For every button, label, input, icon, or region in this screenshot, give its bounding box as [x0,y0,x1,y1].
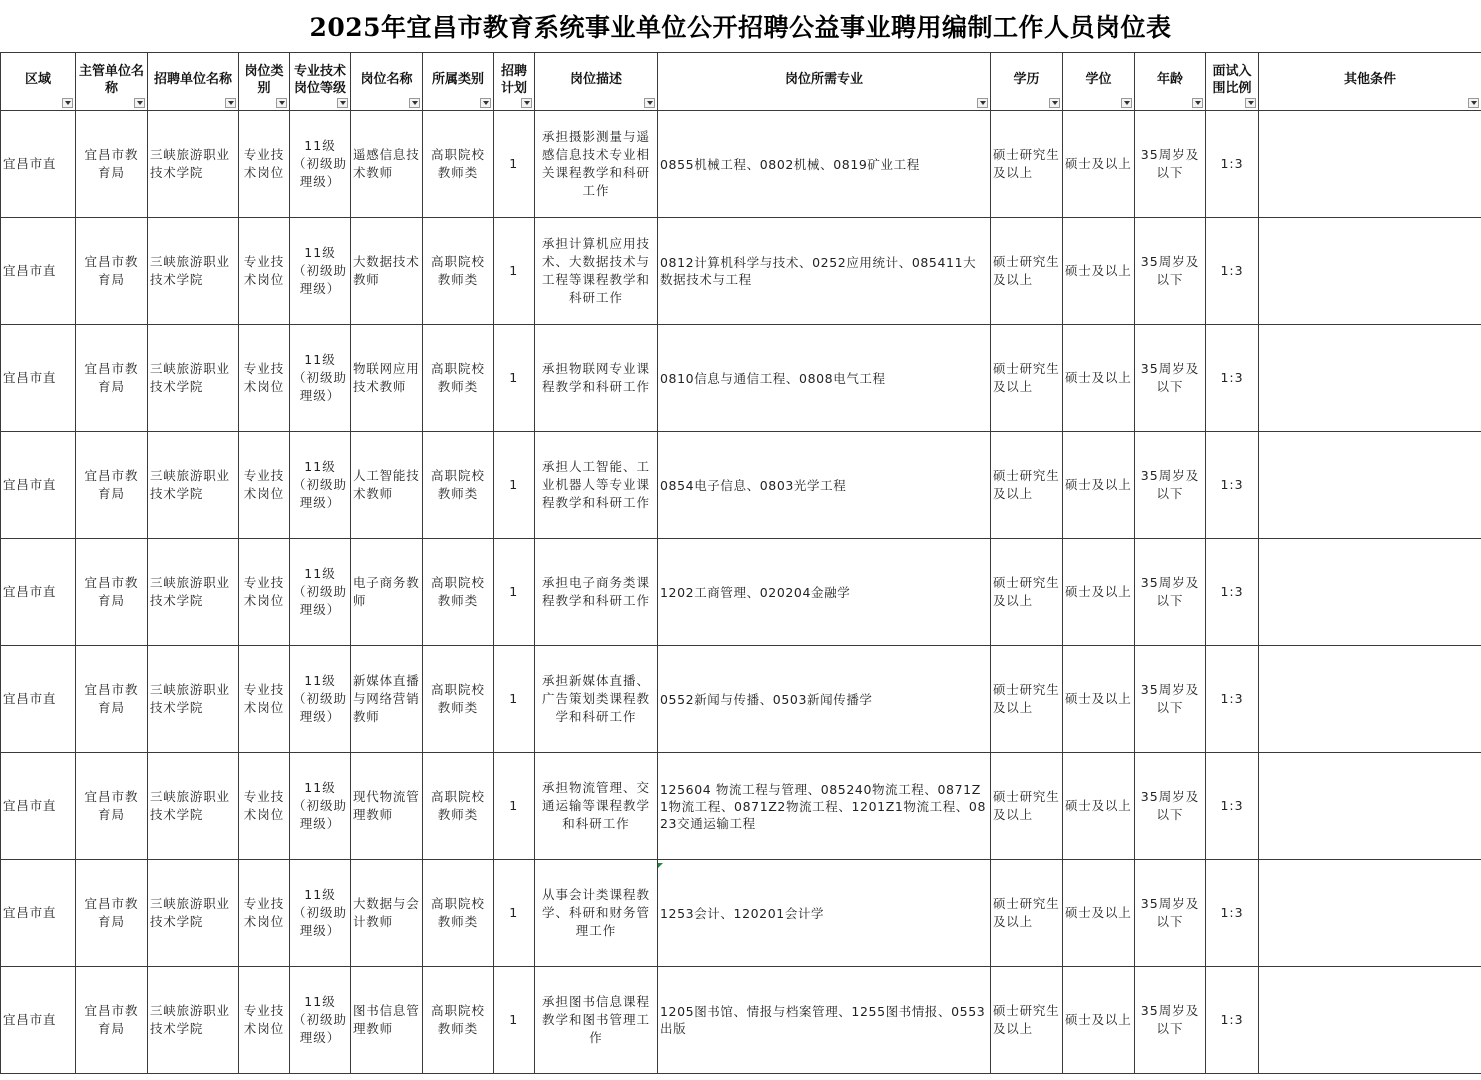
cell-post-type[interactable]: 高职院校教师类 [423,967,494,1074]
cell-hiring-unit[interactable]: 三峡旅游职业技术学院 [148,111,239,218]
cell-education[interactable]: 硕士研究生及以上 [991,967,1063,1074]
cell-required-major[interactable]: 0855机械工程、0802机械、0819矿业工程 [658,111,991,218]
cell-supervisor-unit[interactable]: 宜昌市教育局 [76,753,148,860]
cell-region[interactable]: 宜昌市直 [1,325,76,432]
cell-interview-ratio[interactable]: 1:3 [1206,539,1259,646]
cell-region[interactable]: 宜昌市直 [1,646,76,753]
cell-region[interactable]: 宜昌市直 [1,967,76,1074]
cell-hiring-plan[interactable]: 1 [494,646,535,753]
column-header-label: 专业技术岗位等级 [293,63,346,96]
cell-age[interactable]: 35周岁及以下 [1135,753,1206,860]
cell-interview-ratio[interactable]: 1:3 [1206,432,1259,539]
cell-post-type[interactable]: 高职院校教师类 [423,218,494,325]
column-header-tech-grade [290,53,351,111]
cell-education[interactable]: 硕士研究生及以上 [991,218,1063,325]
cell-required-major[interactable]: 1205图书馆、情报与档案管理、1255图书情报、0553出版 [658,967,991,1074]
filter-dropdown-button[interactable] [1192,98,1203,108]
cell-hiring-plan[interactable]: 1 [494,967,535,1074]
cell-interview-ratio[interactable]: 1:3 [1206,646,1259,753]
cell-hiring-unit[interactable]: 三峡旅游职业技术学院 [148,967,239,1074]
column-header-education [991,53,1063,111]
cell-interview-ratio[interactable]: 1:3 [1206,325,1259,432]
column-header-other-conditions [1259,53,1481,111]
cell-hiring-plan[interactable]: 1 [494,860,535,967]
cell-post-name[interactable]: 图书信息管理教师 [351,967,423,1074]
column-header-required-major [658,53,991,111]
column-header-label: 所属类别 [431,72,484,87]
cell-other-conditions[interactable] [1259,646,1481,753]
cell-post-description[interactable]: 承担物联网专业课程教学和科研工作 [535,325,658,432]
filter-dropdown-button[interactable] [644,98,655,108]
cell-tech-grade[interactable]: 11级（初级助理级） [290,432,351,539]
cell-education[interactable]: 硕士研究生及以上 [991,860,1063,967]
column-header-post-description [535,53,658,111]
cell-post-description[interactable]: 承担图书信息课程教学和图书管理工作 [535,967,658,1074]
cell-required-major[interactable]: 1253会计、120201会计学 [658,860,991,967]
cell-post-description[interactable]: 从事会计类课程教学、科研和财务管理工作 [535,860,658,967]
cell-hiring-unit[interactable]: 三峡旅游职业技术学院 [148,539,239,646]
table-row [1,753,1481,860]
filter-dropdown-button[interactable] [225,98,236,108]
cell-post-category[interactable]: 专业技术岗位 [239,325,290,432]
cell-degree[interactable]: 硕士及以上 [1063,646,1135,753]
cell-post-description[interactable]: 承担物流管理、交通运输等课程教学和科研工作 [535,753,658,860]
cell-hiring-unit[interactable]: 三峡旅游职业技术学院 [148,432,239,539]
cell-post-name[interactable]: 人工智能技术教师 [351,432,423,539]
cell-region[interactable]: 宜昌市直 [1,539,76,646]
column-header-hiring-unit [148,53,239,111]
cell-tech-grade[interactable]: 11级（初级助理级） [290,860,351,967]
cell-post-category[interactable]: 专业技术岗位 [239,860,290,967]
cell-degree[interactable]: 硕士及以上 [1063,967,1135,1074]
header-row [1,53,1481,111]
cell-interview-ratio[interactable]: 1:3 [1206,753,1259,860]
cell-region[interactable]: 宜昌市直 [1,860,76,967]
cell-degree[interactable]: 硕士及以上 [1063,218,1135,325]
column-header-post-type [423,53,494,111]
cell-supervisor-unit[interactable]: 宜昌市教育局 [76,860,148,967]
cell-other-conditions[interactable] [1259,539,1481,646]
cell-degree[interactable]: 硕士及以上 [1063,753,1135,860]
column-header-label: 岗位名称 [360,72,413,87]
cell-post-category[interactable]: 专业技术岗位 [239,111,290,218]
cell-post-type[interactable]: 高职院校教师类 [423,325,494,432]
cell-education[interactable]: 硕士研究生及以上 [991,325,1063,432]
cell-age[interactable]: 35周岁及以下 [1135,218,1206,325]
cell-hiring-plan[interactable]: 1 [494,753,535,860]
cell-required-major[interactable]: 0552新闻与传播、0503新闻传播学 [658,646,991,753]
cell-age[interactable]: 35周岁及以下 [1135,539,1206,646]
column-header-label: 学历 [1013,72,1040,87]
cell-post-category[interactable]: 专业技术岗位 [239,218,290,325]
cell-supervisor-unit[interactable]: 宜昌市教育局 [76,967,148,1074]
column-header-post-category [239,53,290,111]
cell-other-conditions[interactable] [1259,325,1481,432]
cell-post-name[interactable]: 遥感信息技术教师 [351,111,423,218]
cell-post-name[interactable]: 现代物流管理教师 [351,753,423,860]
cell-post-type[interactable]: 高职院校教师类 [423,860,494,967]
cell-hiring-plan[interactable]: 1 [494,218,535,325]
positions-table [0,52,1481,1074]
cell-degree[interactable]: 硕士及以上 [1063,860,1135,967]
cell-age[interactable]: 35周岁及以下 [1135,967,1206,1074]
cell-degree[interactable]: 硕士及以上 [1063,325,1135,432]
cell-degree[interactable]: 硕士及以上 [1063,111,1135,218]
column-header-label: 学位 [1085,72,1112,87]
cell-region[interactable]: 宜昌市直 [1,111,76,218]
cell-post-description[interactable]: 承担计算机应用技术、大数据技术与工程等课程教学和科研工作 [535,218,658,325]
cell-other-conditions[interactable] [1259,967,1481,1074]
cell-post-name[interactable]: 大数据与会计教师 [351,860,423,967]
column-header-label: 区域 [24,72,51,87]
cell-region[interactable]: 宜昌市直 [1,432,76,539]
filter-dropdown-button[interactable] [1468,98,1479,108]
cell-post-description[interactable]: 承担新媒体直播、广告策划类课程教学和科研工作 [535,646,658,753]
column-header-label: 主管单位名称 [78,63,144,96]
column-header-label: 岗位类别 [244,63,284,96]
table-row [1,325,1481,432]
cell-interview-ratio[interactable]: 1:3 [1206,860,1259,967]
cell-hiring-plan[interactable]: 1 [494,432,535,539]
cell-post-name[interactable]: 大数据技术教师 [351,218,423,325]
filter-dropdown-button[interactable] [521,98,532,108]
cell-tech-grade[interactable]: 11级（初级助理级） [290,218,351,325]
filter-dropdown-button[interactable] [62,98,73,108]
filter-dropdown-button[interactable] [134,98,145,108]
cell-supervisor-unit[interactable]: 宜昌市教育局 [76,432,148,539]
cell-interview-ratio[interactable]: 1:3 [1206,218,1259,325]
cell-required-major[interactable]: 125604 物流工程与管理、085240物流工程、0871Z1物流工程、0871Z2物流工程、1201Z1物流工程、0823交通运输工程 [658,753,991,860]
cell-interview-ratio[interactable]: 1:3 [1206,967,1259,1074]
cell-post-type[interactable]: 高职院校教师类 [423,432,494,539]
cell-post-description[interactable]: 承担摄影测量与遥感信息技术专业相关课程教学和科研工作 [535,111,658,218]
table-row [1,860,1481,967]
cell-required-major[interactable]: 0810信息与通信工程、0808电气工程 [658,325,991,432]
column-header-post-name [351,53,423,111]
title-bar [0,0,1481,53]
cell-other-conditions[interactable] [1259,432,1481,539]
cell-post-name[interactable]: 物联网应用技术教师 [351,325,423,432]
cell-tech-grade[interactable]: 11级（初级助理级） [290,646,351,753]
cell-tech-grade[interactable]: 11级（初级助理级） [290,753,351,860]
table-row [1,218,1481,325]
column-header-label: 岗位描述 [569,72,622,87]
cell-tech-grade[interactable]: 11级（初级助理级） [290,325,351,432]
filter-dropdown-button[interactable] [337,98,348,108]
filter-dropdown-button[interactable] [276,98,287,108]
cell-education[interactable]: 硕士研究生及以上 [991,432,1063,539]
cell-other-conditions[interactable] [1259,218,1481,325]
table-row [1,967,1481,1074]
cell-degree[interactable]: 硕士及以上 [1063,539,1135,646]
column-header-label: 岗位所需专业 [784,72,863,87]
cell-post-description[interactable]: 承担电子商务类课程教学和科研工作 [535,539,658,646]
filter-dropdown-button[interactable] [409,98,420,108]
cell-hiring-plan[interactable]: 1 [494,539,535,646]
table-row [1,432,1481,539]
filter-dropdown-button[interactable] [480,98,491,108]
column-header-hiring-plan [494,53,535,111]
cell-other-conditions[interactable] [1259,111,1481,218]
cell-post-name[interactable]: 电子商务教师 [351,539,423,646]
cell-required-major[interactable]: 0812计算机科学与技术、0252应用统计、085411大数据技术与工程 [658,218,991,325]
table-row [1,646,1481,753]
page-title: 2025年宜昌市教育系统事业单位公开招聘公益事业聘用编制工作人员岗位表 [309,13,1172,42]
cell-interview-ratio[interactable]: 1:3 [1206,111,1259,218]
cell-tech-grade[interactable]: 11级（初级助理级） [290,967,351,1074]
cell-degree[interactable]: 硕士及以上 [1063,432,1135,539]
cell-hiring-unit[interactable]: 三峡旅游职业技术学院 [148,646,239,753]
filter-dropdown-button[interactable] [1049,98,1060,108]
cell-supervisor-unit[interactable]: 宜昌市教育局 [76,218,148,325]
cell-hiring-unit[interactable]: 三峡旅游职业技术学院 [148,753,239,860]
column-header-region [1,53,76,111]
cell-post-description[interactable]: 承担人工智能、工业机器人等专业课程教学和科研工作 [535,432,658,539]
column-header-supervisor-unit [76,53,148,111]
cell-post-category[interactable]: 专业技术岗位 [239,539,290,646]
column-header-label: 招聘计划 [500,63,527,96]
cell-tech-grade[interactable]: 11级（初级助理级） [290,111,351,218]
cell-age[interactable]: 35周岁及以下 [1135,646,1206,753]
cell-age[interactable]: 35周岁及以下 [1135,325,1206,432]
filter-dropdown-button[interactable] [1245,98,1256,108]
cell-supervisor-unit[interactable]: 宜昌市教育局 [76,646,148,753]
cell-region[interactable]: 宜昌市直 [1,218,76,325]
table-row [1,539,1481,646]
table-row [1,111,1481,218]
cell-age[interactable]: 35周岁及以下 [1135,111,1206,218]
cell-supervisor-unit[interactable]: 宜昌市教育局 [76,539,148,646]
filter-dropdown-button[interactable] [1121,98,1132,108]
cell-post-category[interactable]: 专业技术岗位 [239,967,290,1074]
cell-supervisor-unit[interactable]: 宜昌市教育局 [76,111,148,218]
column-header-age [1135,53,1206,111]
cell-supervisor-unit[interactable]: 宜昌市教育局 [76,325,148,432]
cell-post-category[interactable]: 专业技术岗位 [239,432,290,539]
cell-post-category[interactable]: 专业技术岗位 [239,753,290,860]
cell-hiring-unit[interactable]: 三峡旅游职业技术学院 [148,325,239,432]
cell-other-conditions[interactable] [1259,860,1481,967]
cell-hiring-unit[interactable]: 三峡旅游职业技术学院 [148,218,239,325]
cell-post-type[interactable]: 高职院校教师类 [423,539,494,646]
cell-age[interactable]: 35周岁及以下 [1135,860,1206,967]
cell-education[interactable]: 硕士研究生及以上 [991,111,1063,218]
cell-tech-grade[interactable]: 11级（初级助理级） [290,539,351,646]
cell-post-type[interactable]: 高职院校教师类 [423,646,494,753]
cell-age[interactable]: 35周岁及以下 [1135,432,1206,539]
cell-post-type[interactable]: 高职院校教师类 [423,111,494,218]
cell-education[interactable]: 硕士研究生及以上 [991,539,1063,646]
cell-other-conditions[interactable] [1259,753,1481,860]
cell-post-name[interactable]: 新媒体直播与网络营销教师 [351,646,423,753]
cell-comment-marker [658,863,663,868]
column-header-label: 招聘单位名称 [153,72,232,87]
column-header-interview-ratio [1206,53,1259,111]
cell-education[interactable]: 硕士研究生及以上 [991,753,1063,860]
cell-region[interactable]: 宜昌市直 [1,753,76,860]
column-header-degree [1063,53,1135,111]
column-header-label: 其他条件 [1343,72,1396,87]
filter-dropdown-button[interactable] [977,98,988,108]
cell-post-type[interactable]: 高职院校教师类 [423,753,494,860]
cell-post-category[interactable]: 专业技术岗位 [239,646,290,753]
cell-required-major[interactable]: 1202工商管理、020204金融学 [658,539,991,646]
cell-hiring-plan[interactable]: 1 [494,111,535,218]
cell-required-major[interactable]: 0854电子信息、0803光学工程 [658,432,991,539]
column-header-label: 面试入围比例 [1212,63,1252,96]
cell-hiring-plan[interactable]: 1 [494,325,535,432]
cell-education[interactable]: 硕士研究生及以上 [991,646,1063,753]
cell-hiring-unit[interactable]: 三峡旅游职业技术学院 [148,860,239,967]
column-header-label: 年龄 [1156,72,1183,87]
